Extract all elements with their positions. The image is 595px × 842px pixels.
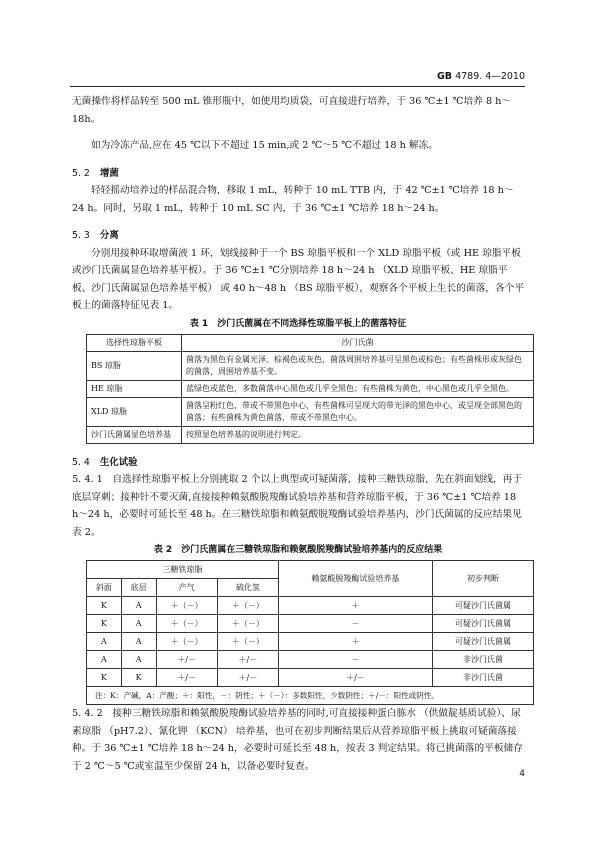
table2-subheader: 产气 — [156, 579, 217, 597]
paragraph-5-4-1: 5. 4. 1 自选择性琼脂平板上分别挑取 2 个以上典型或可疑菌落，接种三糖铁琼脂，先在斜面划线，再于底层穿刺；接种针不要灭菌,直接接种赖氨酸脱羧酶试验培养基和营养琼脂平板，于 36 ℃±1 ℃培养 18 h～24 h，必要时可延长至 48 h。在三糖铁琼脂和赖氨酸脱羧酶试验培养基内，沙门氏菌属的反应结果见表 2。 — [72, 474, 523, 538]
table2-subheader: 底层 — [121, 579, 156, 597]
table2-header-tsi: 三糖铁琼脂 — [87, 561, 279, 579]
table2-caption: 表 2 沙门氏菌属在三糖铁琼脂和赖氨酸脱羧酶试验培养基内的反应结果 — [153, 545, 443, 555]
page-content — [72, 93, 524, 775]
table1-header: 沙门氏菌 — [182, 334, 534, 351]
section-heading-enrichment: 5. 2 增菌 — [72, 167, 119, 179]
table2-header-result: 初步判断 — [432, 561, 533, 597]
table-row: A A ＋/－ ＋/－ － 非沙门氏菌 — [87, 651, 534, 669]
paragraph-enrichment: 轻轻摇动培养过的样品混合物，移取 1 mL，转种于 10 mL TTB 内，于 42 ℃±1 ℃培养 18 h～24 h。同时，另取 1 mL，转种于 10 mL SC 内，于 36 ℃±1 ℃培养 18 h～24 h。 — [72, 185, 514, 214]
table1-header: 选择性琼脂平板 — [87, 334, 182, 351]
header-divider — [70, 86, 525, 87]
table1-colony-characteristics — [86, 334, 534, 444]
standard-code — [437, 71, 525, 82]
paragraph-sample-transfer: 无菌操作将样品转至 500 mL 锥形瓶中，如使用均质袋，可直接进行培养，于 36 ℃±1 ℃培养 8 h～18h。 — [72, 96, 512, 125]
paragraph-5-4-2: 5. 4. 2 接种三糖铁琼脂和赖氨酸脱羧酶试验培养基的同时,可直接接种蛋白胨水 （供做靛基质试验）、尿素琼脂 （pH7.2）、氰化钾 （KCN） 培养基，也可在初步判断结果后从营养琼脂平板上挑取可疑菌落接种。于 36 ℃±1 ℃培养 18 h～24 h，必要时可延长至 48 h，按表 3 判定结果。将已挑菌落的平板储存于 2 ℃～5 ℃或室温至少保留 24 h，以备必要时复查。 — [72, 708, 523, 772]
standard-number: 4789. 4—2010 — [455, 71, 525, 82]
table-row: K A ＋（－） ＋（－） － 可疑沙门氏菌属 — [87, 615, 534, 633]
paragraph-isolation: 分别用接种环取增菌液 1 环，划线接种于一个 BS 琼脂平板和一个 XLD 琼脂平板（或 HE 琼脂平板或沙门氏菌属显色培养基平板）。于 36 ℃±1 ℃分别培养 18 h～24 h （XLD 琼脂平板、HE 琼脂平板、沙门氏菌属显色培养基平板） 或 40 h～48 h （BS 琼脂平板），观察各个平板上生长的菌落，各个平板上的菌落特征见表 1。 — [72, 247, 525, 311]
standard-prefix: GB — [436, 71, 453, 82]
table-row: A A ＋（－） ＋（－） ＋ 可疑沙门氏菌属 — [87, 633, 534, 651]
paragraph-thawing: 如为冷冻产品,应在 45 ℃以下不超过 15 min,或 2 ℃～5 ℃不超过 18 h 解冻。 — [91, 140, 438, 151]
table2-subheader: 斜面 — [87, 579, 122, 597]
table2-subheader: 硫化氢 — [217, 579, 278, 597]
section-heading-biochemical-test: 5. 4 生化试验 — [72, 456, 138, 468]
section-heading-isolation: 5. 3 分离 — [72, 230, 119, 241]
table-row: K K ＋/－ ＋/－ ＋/－ 非沙门氏菌 — [87, 669, 534, 687]
table2-reaction-results — [86, 560, 534, 705]
table-row: HE 琼脂 蓝绿色或蓝色，多数菌落中心黑色或几乎全黑色；有些菌株为黄色，中心黑色或几乎全黑色。 — [87, 380, 534, 397]
page-number: 4 — [519, 769, 525, 779]
table-row: K A ＋（－） ＋（－） ＋ 可疑沙门氏菌属 — [87, 597, 534, 615]
table-row: XLD 琼脂 菌落呈粉红色，带或不带黑色中心，有些菌株可呈现大的带光泽的黑色中心，或呈现全部黑色的菌落；有些菌株为黄色菌落，带或不带黑色中心。 — [87, 397, 534, 426]
table2-note: 注：K：产碱，A：产酸；＋：阳性，－：阴性；＋（－）：多数阳性，少数阴性；＋/－：阳性或阴性。 — [87, 687, 534, 705]
table-row: BS 琼脂 菌落为黑色有金属光泽、棕褐色或灰色，菌落周围培养基可呈黑色或棕色；有些菌株形成灰绿色的菌落，周围培养基不变。 — [87, 351, 534, 380]
table-row: 沙门氏菌属显色培养基 按照显色培养基的说明进行判定。 — [87, 426, 534, 443]
table2-header-lysine: 赖氨酸脱羧酶试验培养基 — [278, 561, 432, 597]
table1-caption: 表 1 沙门氏菌属在不同选择性琼脂平板上的菌落特征 — [189, 318, 407, 329]
